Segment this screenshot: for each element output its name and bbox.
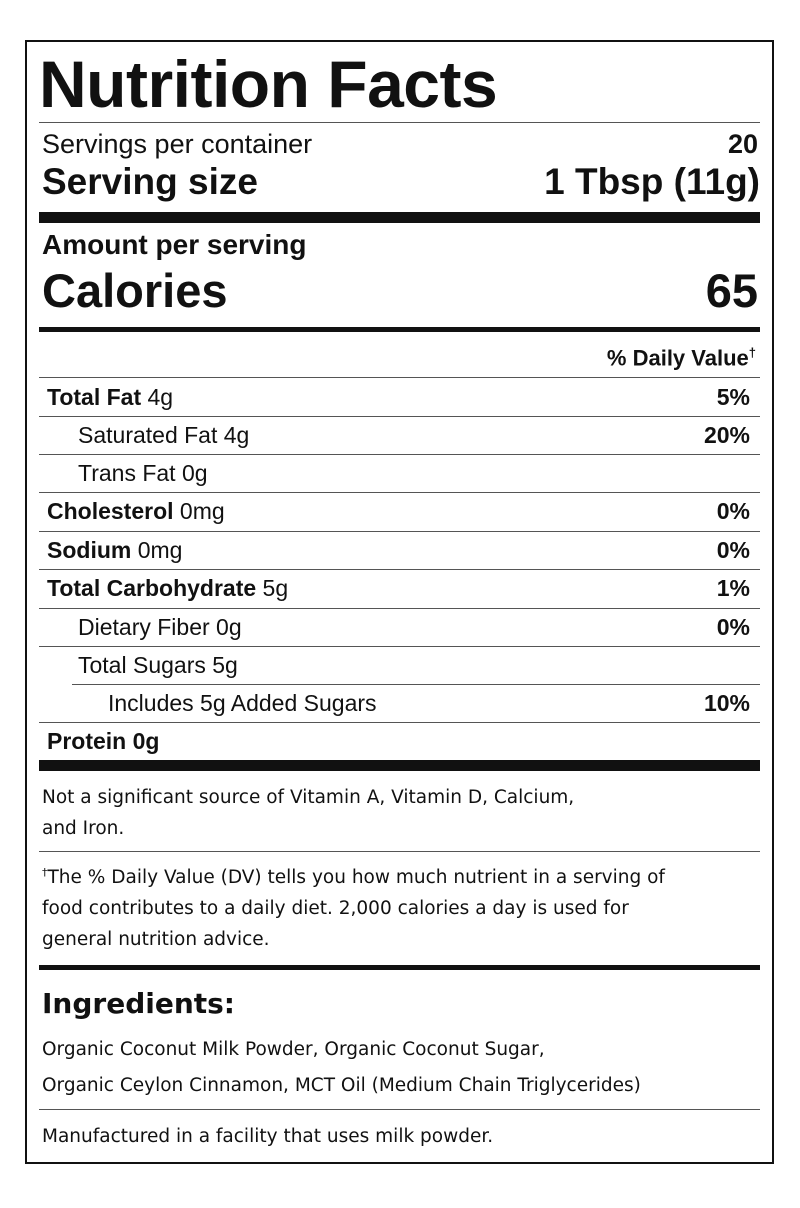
nutrient-dv: 0% — [716, 498, 750, 524]
nutrient-amount: 4g — [223, 422, 250, 448]
nutrient-name: Trans Fat — [78, 460, 176, 486]
nutrient-name: Includes 5g Added Sugars — [108, 690, 377, 716]
nutrient-dv: 0% — [716, 614, 750, 640]
nutrient-dv: 0% — [716, 537, 750, 563]
nutrient-amount: 4g — [147, 383, 174, 410]
footnote-line3: general nutrition advice. — [42, 929, 270, 951]
daily-value-header-text: % Daily Value — [606, 345, 749, 371]
divider-dv — [39, 377, 760, 378]
ingredients-list — [42, 1032, 752, 1104]
nutrient-amount: 0mg — [137, 537, 183, 563]
nutrient-amount: 0mg — [179, 498, 225, 524]
nutrient-name: Protein — [47, 728, 127, 754]
servings-label: Servings per container — [42, 129, 313, 159]
nutrient-amount: 0g — [181, 460, 208, 486]
nutrient-name: Total Sugars — [78, 652, 206, 678]
calories-row — [42, 264, 758, 318]
nutrient-row-total-carbohydrate — [47, 570, 750, 607]
nutrient-row-total-fat — [47, 379, 750, 415]
nutrient-amount: 0g — [132, 728, 160, 754]
nutrient-amount: 0g — [216, 614, 242, 640]
divider-thick-protein — [39, 760, 760, 771]
not-significant-line1: Not a significant source of Vitamin A, Vitamin D, Calcium, — [42, 787, 575, 808]
nutrient-name: Dietary Fiber — [78, 614, 210, 640]
nutrient-row-saturated-fat — [78, 417, 750, 454]
divider-title — [39, 122, 760, 123]
nutrient-name: Sodium — [47, 537, 132, 563]
nutrient-row-protein — [47, 723, 750, 760]
nutrient-dv: 10% — [703, 690, 750, 716]
nutrient-row-cholesterol — [47, 493, 750, 530]
label-title: Nutrition Facts — [39, 47, 498, 121]
nutrient-amount: 5g — [212, 652, 238, 678]
servings-value: 20 — [727, 129, 758, 159]
serving-size-label: Serving size — [42, 161, 258, 202]
serving-size-value: 1 Tbsp (11g) — [544, 161, 760, 202]
not-significant-line2: and Iron. — [42, 818, 125, 839]
nutrient-row-trans-fat — [78, 455, 750, 492]
nutrient-dv: 20% — [703, 422, 750, 448]
divider-notes — [39, 851, 760, 852]
nutrient-dv: 5% — [716, 383, 750, 410]
divider-medium-ingredients — [39, 965, 760, 970]
divider-facility — [39, 1109, 760, 1110]
nutrition-facts-label — [25, 40, 774, 1164]
nutrient-name: Cholesterol — [47, 498, 174, 524]
ingredients-title: Ingredients: — [42, 987, 236, 1020]
servings-per-container-row — [42, 128, 758, 160]
ingredients-line1: Organic Coconut Milk Powder, Organic Coconut Sugar, — [42, 1039, 545, 1060]
not-significant-note — [42, 782, 752, 844]
nutrient-row-sodium — [47, 532, 750, 569]
divider-thick-serving — [39, 212, 760, 223]
nutrient-row-total-sugars — [78, 647, 750, 684]
nutrient-name: Saturated Fat — [78, 422, 218, 448]
nutrient-row-added-sugars — [108, 685, 750, 722]
nutrient-row-dietary-fiber — [78, 609, 750, 646]
daily-value-footnote — [42, 857, 752, 955]
dagger-symbol: † — [748, 345, 756, 360]
divider-medium-calories — [39, 327, 760, 332]
facility-note: Manufactured in a facility that uses milk powder. — [42, 1126, 494, 1147]
nutrient-dv: 1% — [716, 575, 750, 601]
daily-value-header — [607, 338, 756, 373]
serving-size-row — [42, 160, 760, 204]
footnote-dagger: † — [42, 866, 48, 879]
amount-per-serving: Amount per serving — [42, 229, 307, 260]
footnote-line1: The % Daily Value (DV) tells you how much nutrient in a serving of — [47, 867, 665, 889]
calories-value: 65 — [705, 264, 758, 317]
footnote-line2: food contributes to a daily diet. 2,000 calories a day is used for — [42, 898, 629, 920]
nutrient-name: Total Fat — [47, 383, 142, 410]
ingredients-line2: Organic Ceylon Cinnamon, MCT Oil (Medium Chain Triglycerides) — [42, 1075, 641, 1096]
calories-label: Calories — [42, 264, 228, 317]
nutrient-amount: 5g — [262, 575, 289, 601]
nutrient-name: Total Carbohydrate — [47, 575, 257, 601]
